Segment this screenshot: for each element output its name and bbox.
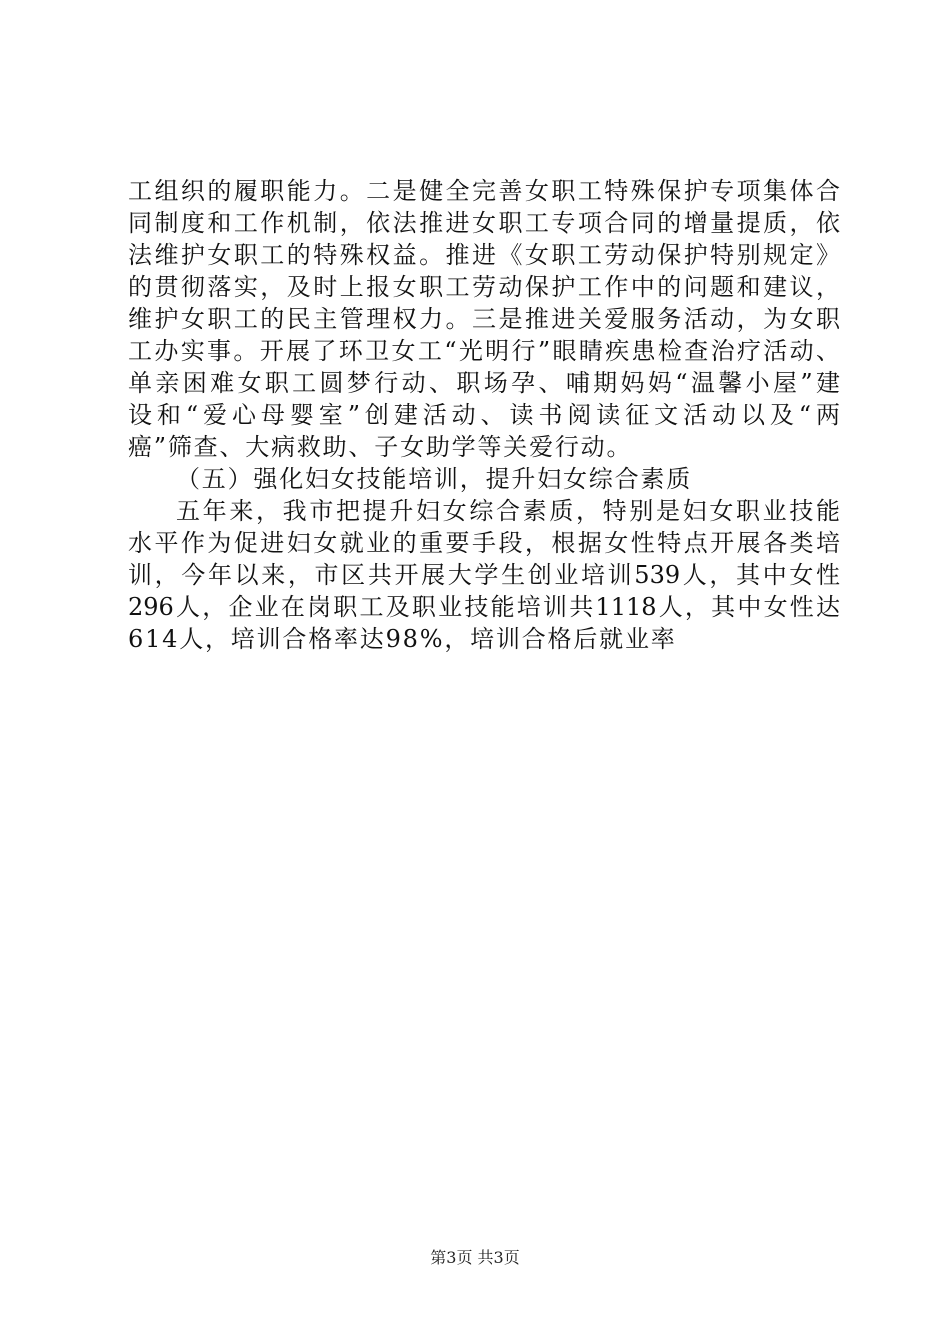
text-line: 296人，企业在岗职工及职业技能培训共1118人，其中女性达 [128, 593, 840, 621]
text-line: 癌”筛查、大病救助、子女助学等关爱行动。 [128, 433, 633, 461]
text-line: 法维护女职工的特殊权益。推进《女职工劳动保护特别规定》 [128, 241, 840, 269]
text-line: 训，今年以来，市区共开展大学生创业培训539人，其中女性 [128, 561, 840, 589]
text-line: 工办实事。开展了环卫女工“光明行”眼睛疾患检查治疗活动、 [128, 337, 840, 365]
text-line: 设和“爱心母婴室”创建活动、读书阅读征文活动以及“两 [128, 401, 840, 429]
page-footer [0, 1245, 950, 1268]
text-line: 维护女职工的民主管理权力。三是推进关爱服务活动，为女职 [128, 305, 840, 333]
section-heading: （五）强化妇女技能培训，提升妇女综合素质 [176, 465, 692, 493]
text-line: 工组织的履职能力。二是健全完善女职工特殊保护专项集体合 [128, 177, 840, 205]
text-line: 的贯彻落实，及时上报女职工劳动保护工作中的问题和建议， [128, 273, 840, 301]
page-number: 第3页 共3页 [430, 1248, 520, 1267]
text-line: 同制度和工作机制，依法推进女职工专项合同的增量提质，依 [128, 209, 840, 237]
text-line: 五年来，我市把提升妇女综合素质，特别是妇女职业技能 [176, 497, 840, 525]
text-line: 单亲困难女职工圆梦行动、职场孕、哺期妈妈“温馨小屋”建 [128, 369, 840, 397]
text-line: 614人，培训合格率达98%，培训合格后就业率 [128, 625, 677, 653]
text-line: 水平作为促进妇女就业的重要手段，根据女性特点开展各类培 [128, 529, 840, 557]
document-body [128, 175, 840, 655]
